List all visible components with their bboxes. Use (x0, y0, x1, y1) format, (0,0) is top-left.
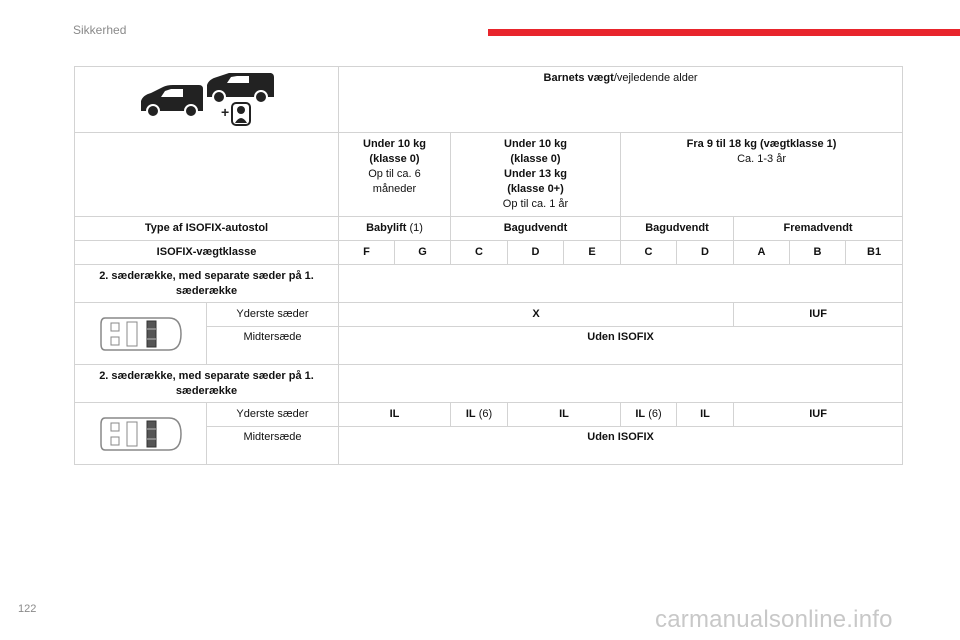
row-label: Yderste sæder (207, 403, 339, 427)
van-icon (207, 73, 274, 103)
babylift-label: Babylift (366, 222, 407, 234)
group3-line1: Fra 9 til 18 kg (vægtklasse 1) (686, 138, 837, 150)
type-label: Type af ISOFIX-autostol (75, 217, 339, 241)
section1-title: 2. sæderække, med separate sæder på 1. sæderække (75, 265, 339, 303)
value-cell-main: IL (465, 408, 476, 420)
group-cell-1 (339, 133, 451, 217)
class-cell: A (734, 241, 790, 265)
vehicle-icons (137, 73, 277, 127)
value-cell: Uden ISOFIX (339, 427, 903, 465)
type-bagudvendt-1: Bagudvendt (451, 217, 621, 241)
value-cell-note: (6) (475, 408, 493, 420)
group-cell-2 (451, 133, 621, 217)
van-icon (141, 85, 203, 117)
weight-header-cell (339, 67, 903, 133)
value-cell (621, 403, 677, 427)
value-cell-main: IL (635, 408, 646, 420)
class-cell: C (621, 241, 677, 265)
value-cell: IUF (734, 303, 903, 327)
class-cell: B (790, 241, 846, 265)
empty-cell (75, 133, 339, 217)
value-cell: IL (508, 403, 621, 427)
group2-line2: (klasse 0) (510, 153, 561, 165)
babylift-note: (1) (406, 222, 423, 234)
type-bagudvendt-2: Bagudvendt (621, 217, 734, 241)
header-accent-bar (488, 29, 960, 36)
empty-cell (339, 265, 903, 303)
group-cell-3 (621, 133, 903, 217)
section2-title: 2. sæderække, med separate sæder på 1. sæderække (75, 365, 339, 403)
value-cell-note: (6) (645, 408, 662, 420)
group3-line2: Ca. 1-3 år (737, 153, 787, 165)
class-cell: G (395, 241, 451, 265)
car-seat-diagram (99, 414, 183, 454)
group1-line4: måneder (372, 183, 417, 195)
group2-line1: Under 10 kg (504, 138, 567, 150)
group2-line4: (klasse 0+) (507, 183, 564, 195)
weight-header-rest: /vejledende alder (613, 72, 698, 84)
value-cell: IUF (734, 403, 903, 427)
type-fremadvendt: Fremadvendt (734, 217, 903, 241)
group1-line1: Under 10 kg (363, 138, 426, 150)
svg-text:+: + (220, 103, 229, 120)
group1-line2: (klasse 0) (369, 153, 420, 165)
section-title: Sikkerhed (73, 23, 127, 37)
weight-header-bold: Barnets vægt (543, 72, 614, 84)
vehicle-icons-cell (75, 67, 339, 133)
empty-cell (339, 365, 903, 403)
isofix-table (74, 66, 903, 465)
class-cell: D (508, 241, 564, 265)
value-cell: X (339, 303, 734, 327)
row-label: Midtersæde (207, 327, 339, 365)
class-cell: B1 (846, 241, 903, 265)
group2-line3: Under 13 kg (504, 168, 567, 180)
car-seat-diagram-cell (75, 303, 207, 365)
class-cell: F (339, 241, 395, 265)
type-babylift (339, 217, 451, 241)
group2-line5: Op til ca. 1 år (502, 198, 569, 210)
value-cell: IL (339, 403, 451, 427)
value-cell: Uden ISOFIX (339, 327, 903, 365)
class-label: ISOFIX-vægtklasse (75, 241, 339, 265)
value-cell: IL (677, 403, 734, 427)
row-label: Yderste sæder (207, 303, 339, 327)
row-label: Midtersæde (207, 427, 339, 465)
child-seat-icon (221, 103, 250, 125)
class-cell: E (564, 241, 621, 265)
car-seat-diagram-cell (75, 403, 207, 465)
class-cell: D (677, 241, 734, 265)
class-cell: C (451, 241, 508, 265)
value-cell (451, 403, 508, 427)
group1-line3: Op til ca. 6 (368, 168, 421, 180)
watermark: carmanualsonline.info (655, 606, 893, 633)
page-number: 122 (18, 603, 37, 615)
car-seat-diagram (99, 314, 183, 354)
